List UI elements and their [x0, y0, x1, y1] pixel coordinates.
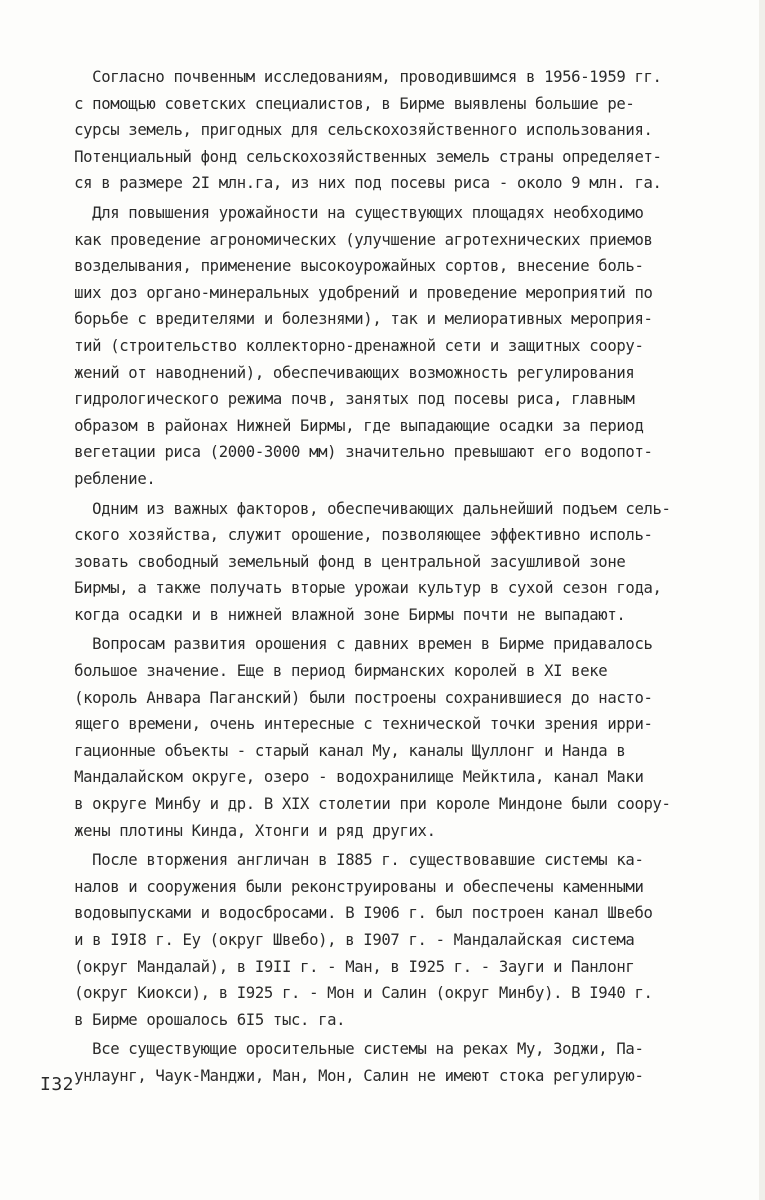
text-line: ших доз органо-минеральных удобрений и проведение мероприятий по [56, 283, 653, 302]
text-line: ящего времени, очень интересные с технической точки зрения ирри- [56, 715, 653, 734]
text-line: вегетации риса (2000-3000 мм) значительно превышают его водопот- [56, 443, 653, 462]
text-line: жений от наводнений), обеспечивающих возможность регулирования [56, 363, 635, 382]
text-line: Для повышения урожайности на существующих площадях необходимо [56, 203, 644, 222]
text-line: жены плотины Кинда, Хтонги и ряд других. [56, 821, 436, 840]
text-line: Все существующие оросительные системы на реках Му, Зоджи, Па- [56, 1040, 644, 1059]
text-line: гидрологического режима почв, занятых под посевы риса, главным [56, 390, 635, 409]
text-line: в Бирме орошалось 6I5 тыс. га. [56, 1010, 346, 1029]
text-line: тий (строительство коллекторно-дренажной сети и защитных соору- [56, 336, 644, 355]
paragraph-existing-systems [56, 1036, 740, 1089]
text-line: Потенциальный фонд сельскохозяйственных земель страны определяет- [56, 147, 662, 166]
paragraph-irrigation-factor [56, 496, 740, 629]
body-text [56, 64, 740, 1093]
text-line: ского хозяйства, служит орошение, позволяющее эффективно исполь- [56, 526, 653, 545]
text-line: После вторжения англичан в I885 г. существовавшие системы ка- [56, 851, 644, 870]
text-line: борьбе с вредителями и болезнями), так и мелиоративных мероприя- [56, 310, 653, 329]
text-line: в округе Минбу и др. В XIX столетии при короле Миндоне были соору- [56, 795, 671, 814]
page-number: I32 [40, 1074, 75, 1095]
text-line: (округ Мандалай), в I9II г. - Ман, в I925 г. - Зауги и Панлонг [56, 957, 635, 976]
text-line: ся в размере 2I млн.га, из них под посевы риса - около 9 млн. га. [56, 174, 662, 193]
text-line: Вопросам развития орошения с давних времен в Бирме придавалось [56, 635, 653, 654]
text-line: с помощью советских специалистов, в Бирме выявлены большие ре- [56, 94, 635, 113]
paragraph-yield-measures [56, 200, 740, 493]
text-line: (округ Киокси), в I925 г. - Мон и Салин (округ Минбу). В I940 г. [56, 984, 653, 1003]
text-line: унлаунг, Чаук-Манджи, Ман, Мон, Салин не имеют стока регулирую- [56, 1066, 644, 1085]
text-line: как проведение агрономических (улучшение агротехнических приемов [56, 230, 653, 249]
text-line: образом в районах Нижней Бирмы, где выпадающие осадки за период [56, 416, 644, 435]
text-line: Согласно почвенным исследованиям, проводившимся в 1956-1959 гг. [56, 68, 662, 86]
text-line: Бирмы, а также получать вторые урожаи культур в сухой сезон года, [56, 579, 662, 598]
page-edge [759, 0, 765, 1200]
text-line: возделывания, применение высокоурожайных сортов, внесение боль- [56, 257, 644, 276]
text-line: и в I9I8 г. Еу (округ Швебо), в I907 г. - Мандалайская система [56, 931, 635, 949]
text-line: сурсы земель, пригодных для сельскохозяйственного использования. [56, 121, 653, 140]
text-line: (король Анвара Паганский) были построены сохранившиеся до насто- [56, 688, 653, 707]
text-line: налов и сооружения были реконструированы и обеспечены каменными [56, 877, 644, 896]
text-line: зовать свободный земельный фонд в центральной засушливой зоне [56, 552, 626, 571]
text-line: водовыпусками и водосбросами. В I906 г. был построен канал Швебо [56, 904, 653, 923]
text-line: когда осадки и в нижней влажной зоне Бирмы почти не выпадают. [56, 605, 626, 624]
text-line: большое значение. Еще в период бирманских королей в XI веке [56, 662, 608, 681]
paragraph-colonial-period [56, 847, 740, 1033]
paragraph-history [56, 631, 740, 844]
text-line: гационные объекты - старый канал Му, каналы Щуллонг и Нанда в [56, 741, 626, 760]
text-line: Мандалайском округе, озеро - водохранилище Мейктила, канал Маки [56, 768, 644, 787]
paragraph-soil-survey [56, 64, 740, 197]
text-line: Одним из важных факторов, обеспечивающих дальнейший подъем сель- [56, 499, 671, 518]
text-line: ребление. [56, 469, 156, 488]
